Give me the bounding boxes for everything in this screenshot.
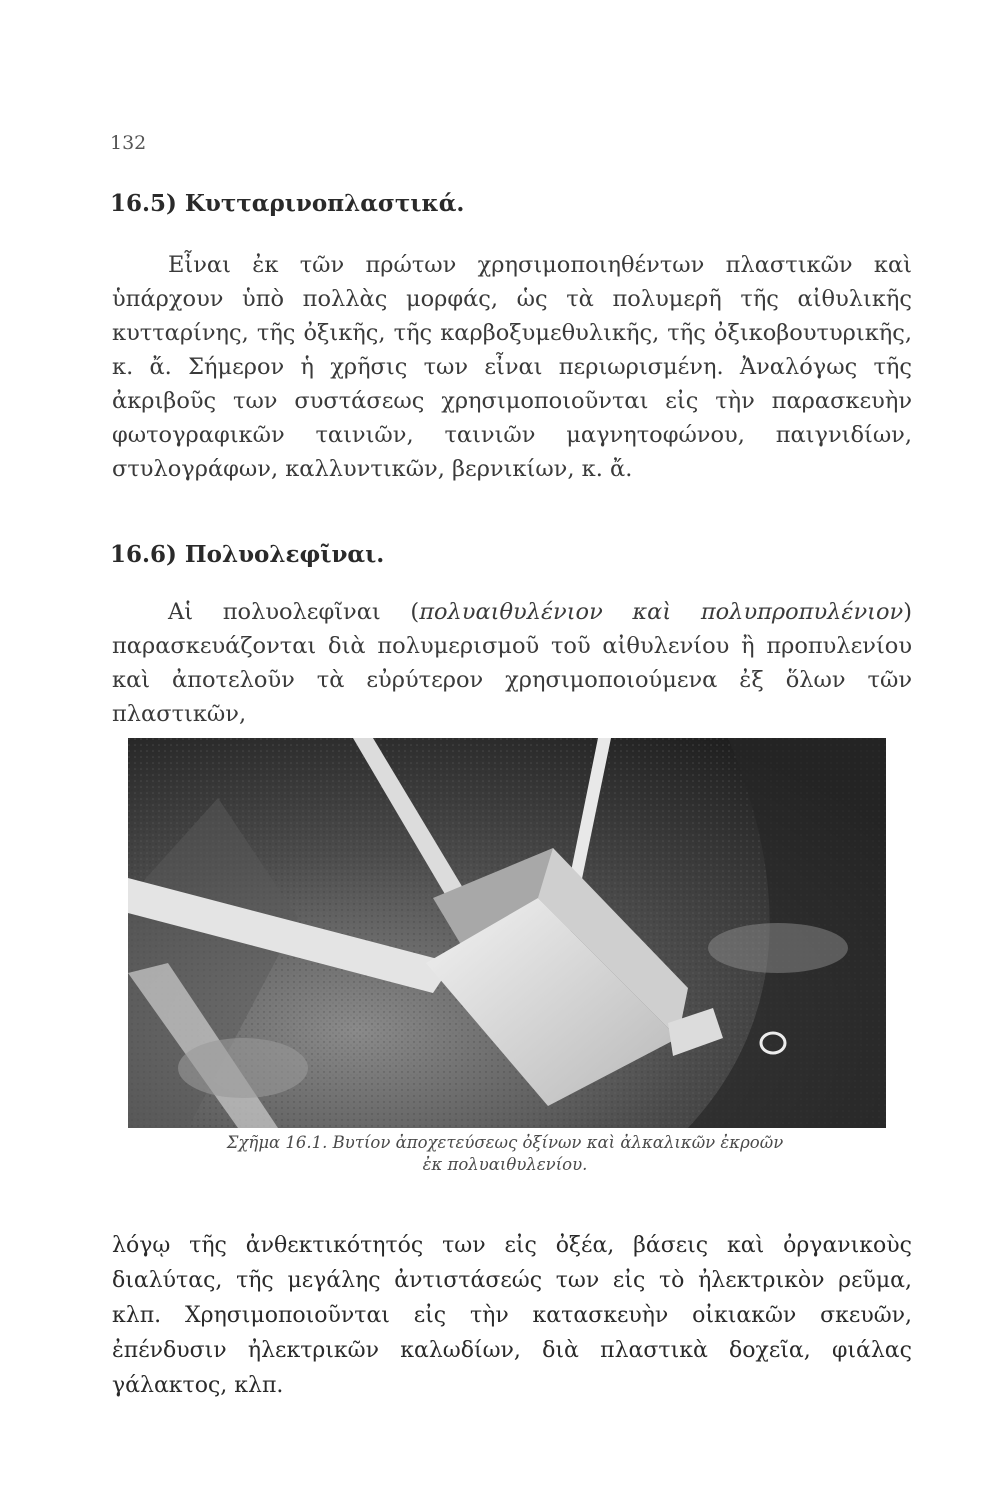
section-heading-polyolefins: 16.6) Πολυολεφῖναι. [110, 541, 385, 568]
section-heading-cellulose-plastics: 16.5) Κυτταρινοπλαστικά. [110, 190, 465, 217]
paragraph-polyolefins-end: ) παρασκευάζονται διὰ πολυμερισμοῦ τοῦ αἰθυλενίου ἢ προπυλενίου καὶ ἀποτελοῦν τὰ εὐρύτερον χρησιμοποιούμενα ἐξ ὅλων τῶν πλαστικῶν, [112, 599, 912, 727]
page-number: 132 [110, 132, 147, 154]
figure-caption-line1: Σχῆμα 16.1. Βυτίον ἀποχετεύσεως ὀξίνων καὶ ἀλκαλικῶν ἐκροῶν [226, 1133, 784, 1152]
paragraph-polyolefins [112, 595, 912, 731]
photo-illustration [128, 738, 886, 1128]
paragraph-continuation: λόγῳ τῆς ἀνθεκτικότητός των εἰς ὀξέα, βάσεις καὶ ὀργανικοὺς διαλύτας, τῆς μεγάλης ἀντιστάσεώς των εἰς τὸ ἠλεκτρικὸν ρεῦμα, κλπ. Χρησιμοποιοῦνται εἰς τὴν κατασκευὴν οἰκιακῶν σκευῶν, ἐπένδυσιν ἠλεκτρικῶν καλωδίων, διὰ πλαστικὰ δοχεῖα, φιάλας γάλακτος, κλπ. [112, 1233, 912, 1398]
paragraph-polyolefins-start: Αἱ πολυολεφῖναι ( [168, 599, 420, 625]
paragraph-polyolefins-italic: πολυαιθυλένιον καὶ πολυπροπυλένιον [419, 599, 904, 625]
paragraph-cellulose-plastics: Εἶναι ἐκ τῶν πρώτων χρησιμοποιηθέντων πλαστικῶν καὶ ὑπάρχουν ὑπὸ πολλὰς μορφάς, ὡς τὰ πολυμερῆ τῆς αἰθυλικῆς κυτταρίνης, τῆς ὀξικῆς, τῆς καρβοξυμεθυλικῆς, τῆς ὀξικοβουτυρικῆς, κ. ἄ. Σήμερον ἡ χρῆσις των εἶναι περιωρισμένη. Ἀναλόγως τῆς ἀκριβοῦς των συστάσεως χρησιμοποιοῦνται εἰς τὴν παρασκευὴν φωτογραφικῶν ταινιῶν, ταινιῶν μαγνητοφώνου, παιγνιδίων, στυλογράφων, καλλυντικῶν, βερνικίων, κ. ἄ. [112, 252, 912, 482]
figure-caption [120, 1132, 890, 1176]
figure-photo-polyethylene-drain-tank [128, 738, 886, 1128]
figure-caption-line2: ἐκ πολυαιθυλενίου. [422, 1155, 588, 1174]
